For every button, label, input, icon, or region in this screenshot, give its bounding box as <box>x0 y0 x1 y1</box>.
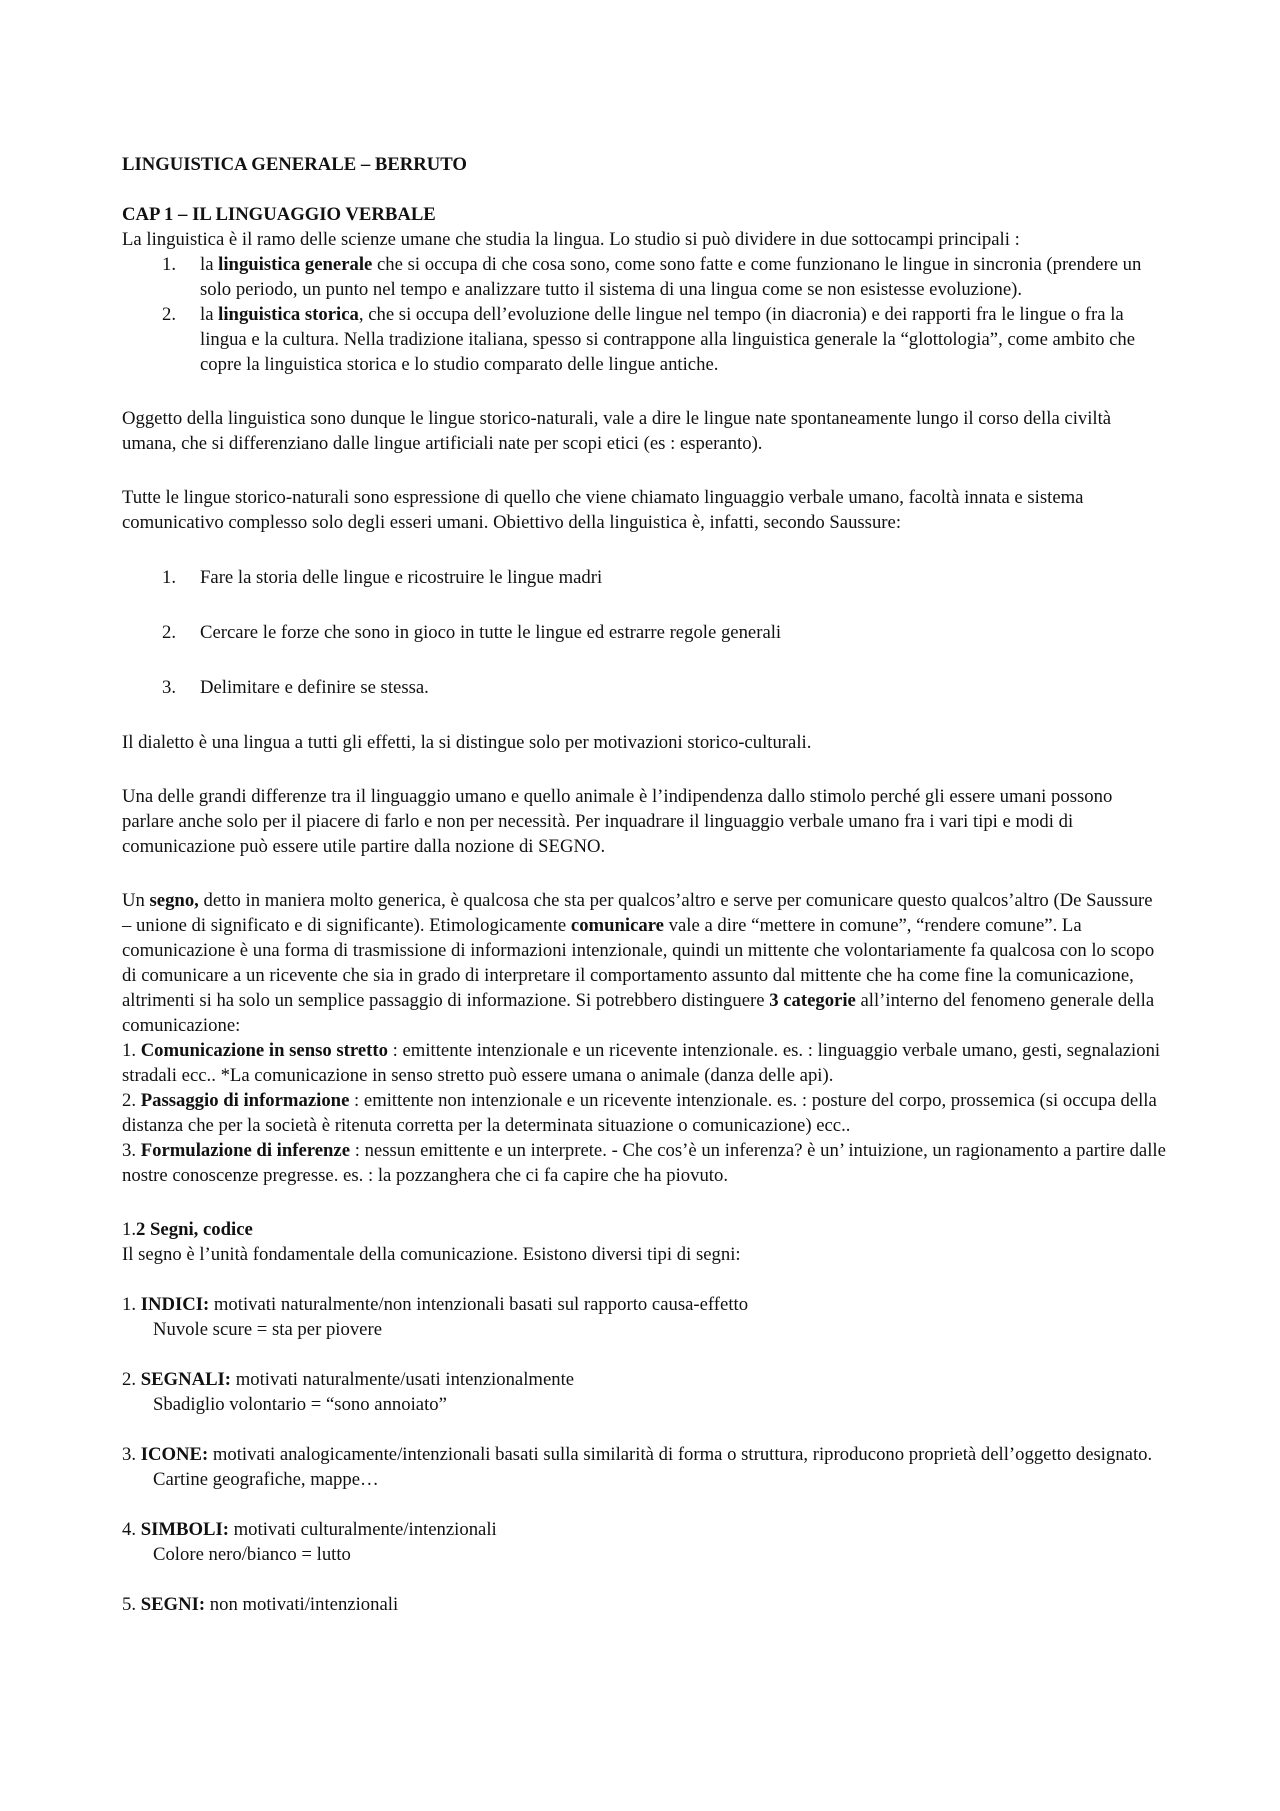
paragraph-oggetto: Oggetto della linguistica sono dunque le lingue storico-naturali, vale a dire le lingue nate spontaneamente lungo il corso della civiltà umana, che si differenziano dalle lingue artificiali nate per scopi etici (es : esperanto). <box>122 408 1112 454</box>
list-item: 1. Fare la storia delle lingue e ricostruire le lingue madri <box>162 567 603 588</box>
list-item: 3. Delimitare e definire se stessa. <box>162 677 429 698</box>
saussure-list <box>122 565 1166 700</box>
sign-type-item: 2. SEGNALI: motivati naturalmente/usati intenzionalmente <box>122 1369 575 1390</box>
category-item: 2. Passaggio di informazione : emittente non intenzionale e un ricevente intenzionale. es. : posture del corpo, prossemica (si occupa della distanza che per la società è ritenuta corretta per la determinata situazione o comunicazione) ecc.. <box>122 1090 1157 1136</box>
category-item: 3. Formulazione di inferenze : nessun emittente e un interprete. - Che cos’è un inferenza? è un’ intuizione, un ragionamento a partire dalle nostre conoscenze pregresse. es. : la pozzanghera che ci fa capire che ha piovuto. <box>122 1140 1166 1186</box>
sign-type-item: 4. SIMBOLI: motivati culturalmente/intenzionali <box>122 1519 497 1540</box>
section-intro: Il segno è l’unità fondamentale della comunicazione. Esistono diversi tipi di segni: <box>122 1244 741 1265</box>
sign-type-item: 5. SEGNI: non motivati/intenzionali <box>122 1594 399 1615</box>
sign-type-example: Sbadiglio volontario = “sono annoiato” <box>153 1394 447 1415</box>
paragraph-dialetto: Il dialetto è una lingua a tutti gli effetti, la si distingue solo per motivazioni storico-culturali. <box>122 732 812 753</box>
list-item: 2. la linguistica storica, che si occupa dell’evoluzione delle lingue nel tempo (in diacronia) e dei rapporti fra le lingue o fra la lingua e la cultura. Nella tradizione italiana, spesso si contrappone alla linguistica generale la “glottologia”, come ambito che copre la linguistica storica e lo studio comparato delle lingue antiche. <box>162 304 1136 375</box>
document-page <box>122 152 1166 1617</box>
sign-type-example: Nuvole scure = sta per piovere <box>153 1319 382 1340</box>
sign-type-item: 1. INDICI: motivati naturalmente/non intenzionali basati sul rapporto causa-effetto <box>122 1294 749 1315</box>
chapter-heading: CAP 1 – IL LINGUAGGIO VERBALE <box>122 204 436 225</box>
chapter-intro: La linguistica è il ramo delle scienze umane che studia la lingua. Lo studio si può dividere in due sottocampi principali : <box>122 229 1020 250</box>
sign-type-example: Colore nero/bianco = lutto <box>153 1544 351 1565</box>
paragraph-tutte: Tutte le lingue storico-naturali sono espressione di quello che viene chiamato linguaggio verbale umano, facoltà innata e sistema comunicativo complesso solo degli esseri umani. Obiettivo della linguistica è, infatti, secondo Saussure: <box>122 487 1084 533</box>
category-item: 1. Comunicazione in senso stretto : emittente intenzionale e un ricevente intenzionale. es. : linguaggio verbale umano, gesti, segnalazioni stradali ecc.. *La comunicazione in senso stretto può essere umana o animale (danza delle api). <box>122 1040 1161 1086</box>
paragraph-differenze: Una delle grandi differenze tra il linguaggio umano e quello animale è l’indipendenza dallo stimolo perché gli essere umani possono parlare anche solo per il piacere di farlo e non per necessità. Per inquadrare il linguaggio verbale umano fra i vari tipi e modi di comunicazione può essere utile partire dalla nozione di SEGNO. <box>122 786 1113 857</box>
sign-type-example: Cartine geografiche, mappe… <box>153 1469 379 1490</box>
section-heading: 1.2 Segni, codice <box>122 1219 253 1240</box>
document-title: LINGUISTICA GENERALE – BERRUTO <box>122 154 467 175</box>
list-item: 1. la linguistica generale che si occupa di che cosa sono, come sono fatte e come funzionano le lingue in sincronia (prendere un solo periodo, un punto nel tempo e analizzare tutto il sistema di una lingua come se non esistesse evoluzione). <box>162 254 1142 300</box>
subfields-list <box>122 252 1166 377</box>
paragraph-segno: Un segno, detto in maniera molto generica, è qualcosa che sta per qualcos’altro e serve per comunicare questo qualcos’altro (De Saussure – unione di significato e di significante). Etimologicamente comunicare vale a dire “mettere in comune”, “rendere comune”. La comunicazione è una forma di trasmissione di informazioni intenzionale, quindi un mittente che volontariamente fa qualcosa con lo scopo di comunicare a un ricevente che sia in grado di interpretare il comportamento assunto dal mittente che ha come fine la comunicazione, altrimenti si ha solo un semplice passaggio di informazione. Si potrebbero distinguere 3 categorie all’interno del fenomeno generale della comunicazione: <box>122 890 1155 1036</box>
sign-type-item: 3. ICONE: motivati analogicamente/intenzionali basati sulla similarità di forma o struttura, riproducono proprietà dell’oggetto designato. <box>122 1444 1153 1465</box>
list-item: 2. Cercare le forze che sono in gioco in tutte le lingue ed estrarre regole generali <box>162 622 782 643</box>
